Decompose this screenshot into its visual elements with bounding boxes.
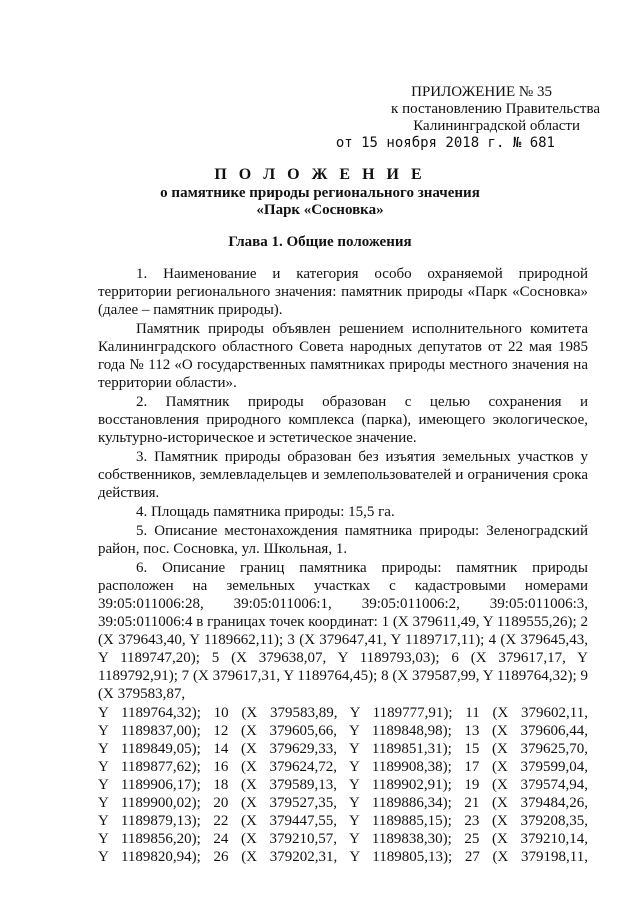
document-title: П О Л О Ж Е Н И Е (214, 166, 426, 183)
document-body (98, 265, 588, 866)
appendix-number: ПРИЛОЖЕНИЕ № 35 (411, 84, 552, 100)
coordinate-block (98, 704, 588, 866)
paragraph-4: 4. Площадь памятника природы: 15,5 га. (136, 504, 395, 520)
coordinate-line: Y 1189900,02); 20 (X 379527,35, Y 1189886,34); 21 (X 379484,26, (98, 795, 588, 811)
paragraph-1b: Памятник природы объявлен решением исполнительного комитета Калининградского областного Совета народных депутатов от 22 мая 1985 года № 112 «О государственных памятниках природы местного значения на территории области». (98, 321, 588, 391)
chapter-heading: Глава 1. Общие положения (228, 234, 412, 250)
appendix-header (300, 84, 600, 152)
document-subtitle-2: «Парк «Сосновка» (256, 202, 384, 218)
document-subtitle-1: о памятнике природы регионального значения (160, 185, 480, 201)
paragraph-6: 6. Описание границ памятника природы: памятник природы расположен на земельных участках с кадастровыми номерами 39:05:011006:28, 39:05:011006:1, 39:05:011006:2, 39:05:011006:3, 39:05:011006:4 в границах точек координат: 1 (X 379611,49, Y 1189555,26); 2 (X 379643,40, Y 1189662,11); 3 (X 379647,41, Y 1189717,11); 4 (X 379645,43, Y 1189747,20); 5 (X 379638,07, Y 1189793,03); 6 (X 379617,17, Y 1189792,91); 7 (X 379617,31, Y 1189764,45); 8 (X 379587,99, Y 1189764,32); 9 (X 379583,87, (98, 560, 588, 702)
paragraph-2: 2. Памятник природы образован с целью сохранения и восстановления природного комплекса (парка), имеющего экологическое, культурно-историческое и эстетическое значение. (98, 394, 588, 446)
appendix-date: от 15 ноября 2018 г. № 681 (335, 135, 555, 151)
coordinate-line: Y 1189837,00); 12 (X 379605,66, Y 1189848,98); 13 (X 379606,44, (98, 723, 588, 739)
coordinate-line: Y 1189820,94); 26 (X 379202,31, Y 1189805,13); 27 (X 379198,11, (98, 849, 588, 865)
coordinate-line: Y 1189877,62); 16 (X 379624,72, Y 1189908,38); 17 (X 379599,04, (98, 759, 588, 775)
coordinate-line: Y 1189906,17); 18 (X 379589,13, Y 1189902,91); 19 (X 379574,94, (98, 777, 588, 793)
paragraph-3: 3. Памятник природы образован без изъятия земельных участков у собственников, землевладельцев и землепользователей и ограничения срока действия. (98, 449, 588, 501)
coordinate-line: Y 1189849,05); 14 (X 379629,33, Y 1189851,31); 15 (X 379625,70, (98, 741, 588, 757)
appendix-resolution: к постановлению Правительства (391, 101, 600, 117)
coordinate-line: Y 1189879,13); 22 (X 379447,55, Y 1189885,15); 23 (X 379208,35, (98, 813, 588, 829)
paragraph-1: 1. Наименование и категория особо охраняемой природной территории регионального значения: памятник природы «Парк «Сосновка» (далее – памятник природы). (98, 266, 588, 318)
paragraph-5: 5. Описание местонахождения памятника природы: Зеленоградский район, пос. Сосновка, ул. Школьная, 1. (98, 523, 588, 557)
appendix-region: Калининградской области (413, 118, 580, 134)
coordinate-line: Y 1189764,32); 10 (X 379583,89, Y 1189777,91); 11 (X 379602,11, (98, 705, 588, 721)
coordinate-line: Y 1189856,20); 24 (X 379210,57, Y 1189838,30); 25 (X 379210,14, (98, 831, 588, 847)
